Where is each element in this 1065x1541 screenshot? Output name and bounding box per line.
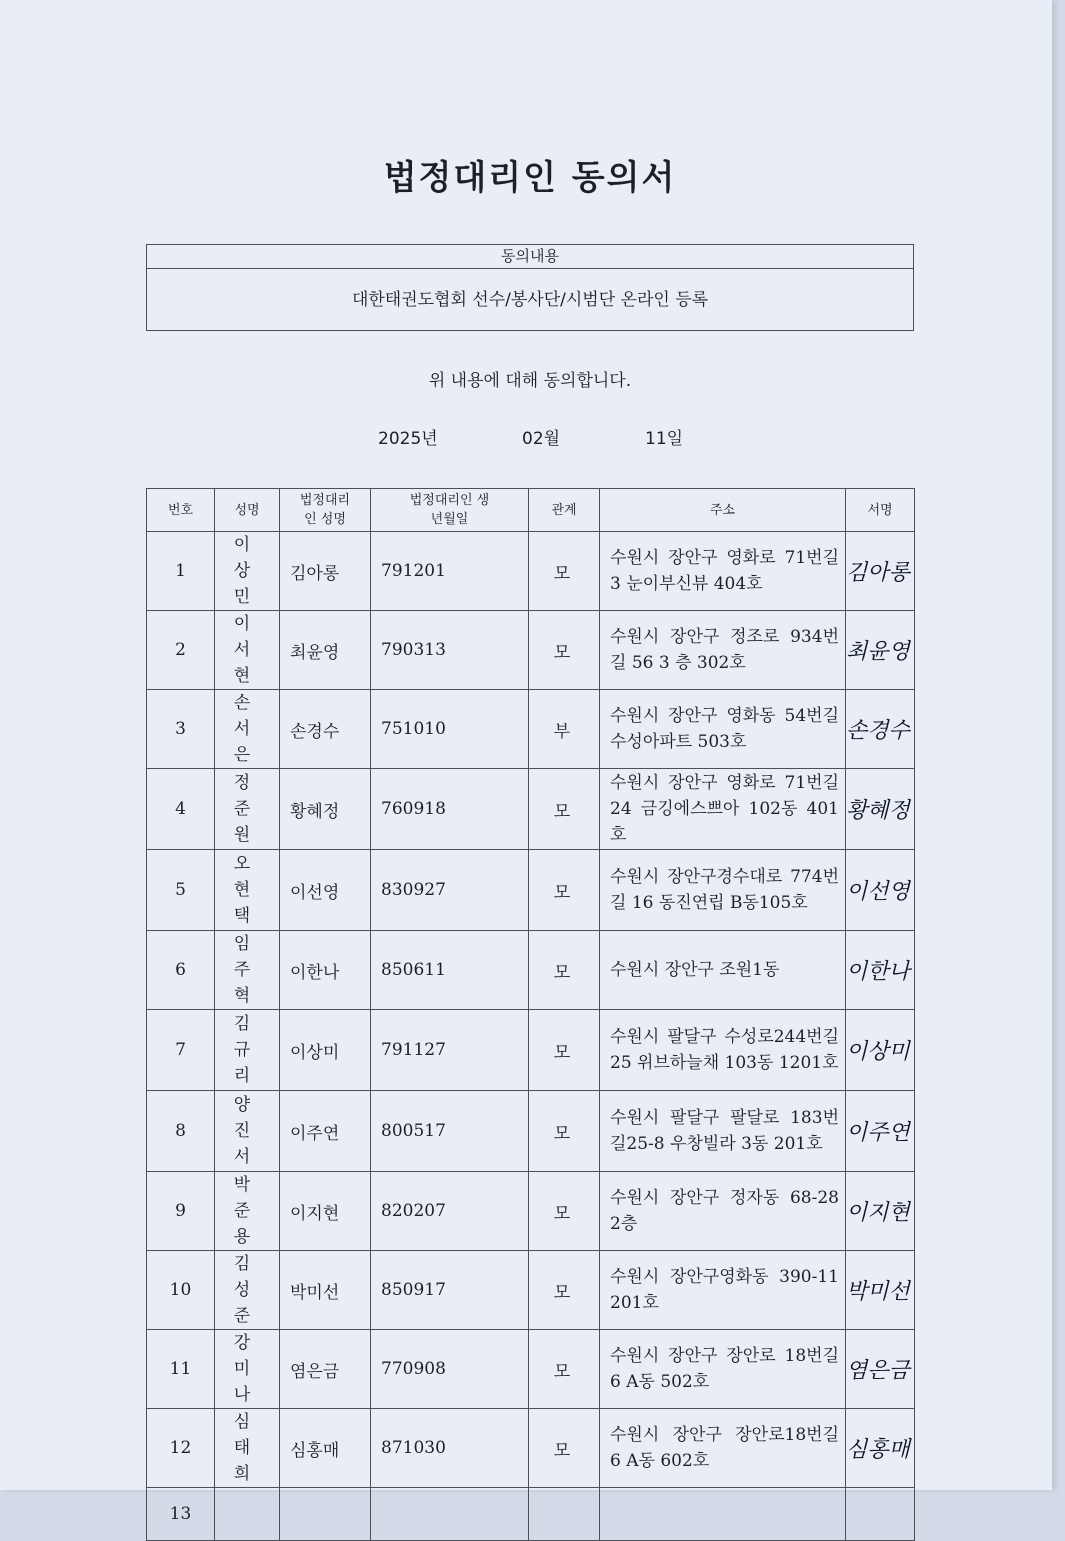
- row-relation: 모: [529, 611, 600, 690]
- row-guardian-birth: 791201: [371, 532, 529, 611]
- table-row: [147, 1172, 915, 1251]
- row-student-name: 박 준 용: [215, 1172, 280, 1251]
- row-student-name: 이 서 현: [215, 611, 280, 690]
- row-number: 12: [147, 1409, 215, 1488]
- row-relation: 모: [529, 1010, 600, 1091]
- row-guardian-birth: 790313: [371, 611, 529, 690]
- table-row: [147, 1251, 915, 1330]
- row-address: 수원시 장안구경수대로 774번길 16 동진연립 B동105호: [600, 850, 846, 931]
- table-row: [147, 850, 915, 931]
- row-relation: 모: [529, 1251, 600, 1330]
- handwritten-signature: 이한나: [846, 959, 910, 985]
- table-row: [147, 532, 915, 611]
- row-relation: 모: [529, 532, 600, 611]
- row-number: 7: [147, 1010, 215, 1091]
- row-address: 수원시 팔달구 팔달로 183번길25-8 우창빌라 3동 201호: [600, 1091, 846, 1172]
- row-number: 10: [147, 1251, 215, 1330]
- row-student-name: 양 진 서: [215, 1091, 280, 1172]
- row-student-name: 임 주 혁: [215, 931, 280, 1010]
- row-signature: [846, 1251, 915, 1330]
- header-signature: 서명: [846, 489, 915, 532]
- row-address: 수원시 장안구 장안로 18번길 6 A동 502호: [600, 1330, 846, 1409]
- row-signature: [846, 1330, 915, 1409]
- row-number: 9: [147, 1172, 215, 1251]
- row-student-name: 손 서 은: [215, 690, 280, 769]
- header-number: 번호: [147, 489, 215, 532]
- row-guardian-name: 이주연: [280, 1091, 371, 1172]
- handwritten-signature: 황혜정: [846, 798, 910, 824]
- row-signature: [846, 1488, 915, 1541]
- table-row: [147, 931, 915, 1010]
- row-relation: 부: [529, 690, 600, 769]
- consent-content: 대한태권도협회 선수/봉사단/시범단 온라인 등록: [351, 290, 709, 310]
- row-guardian-name: 박미선: [280, 1251, 371, 1330]
- row-guardian-name: 염은금: [280, 1330, 371, 1409]
- row-guardian-birth: 871030: [371, 1409, 529, 1488]
- header-guardian-birth: 법정대리인 생년월일: [371, 489, 529, 532]
- date-day: 11일: [645, 429, 684, 449]
- handwritten-signature: 손경수: [846, 718, 910, 744]
- row-address: [600, 1488, 846, 1541]
- document-title: 법정대리인 동의서: [383, 158, 677, 198]
- date-year: 2025년: [378, 429, 438, 449]
- header-relation: 관계: [529, 489, 600, 532]
- row-signature: [846, 1409, 915, 1488]
- header-address: 주소: [600, 489, 846, 532]
- row-signature: [846, 850, 915, 931]
- table-row: [147, 1010, 915, 1091]
- row-student-name: 심 태 희: [215, 1409, 280, 1488]
- row-student-name: 오 현 택: [215, 850, 280, 931]
- row-guardian-birth: [371, 1488, 529, 1541]
- row-address: 수원시 장안구영화동 390-11 201호: [600, 1251, 846, 1330]
- row-address: 수원시 장안구 조원1동: [600, 931, 846, 1010]
- row-guardian-name: 이선영: [280, 850, 371, 931]
- handwritten-signature: 이주연: [846, 1120, 910, 1146]
- row-address: 수원시 장안구 영화로 71번길 24 금깅에스쁘아 102동 401호: [600, 769, 846, 850]
- row-guardian-birth: 751010: [371, 690, 529, 769]
- row-student-name: 김 성 준: [215, 1251, 280, 1330]
- consent-header: 동의내용: [147, 245, 913, 269]
- row-guardian-name: 손경수: [280, 690, 371, 769]
- row-guardian-birth: 770908: [371, 1330, 529, 1409]
- table-row: [147, 611, 915, 690]
- table-row: [147, 1091, 915, 1172]
- table-row: [147, 1409, 915, 1488]
- row-guardian-birth: 850917: [371, 1251, 529, 1330]
- handwritten-signature: 이상미: [846, 1039, 910, 1065]
- row-number: 11: [147, 1330, 215, 1409]
- row-number: 8: [147, 1091, 215, 1172]
- row-number: 2: [147, 611, 215, 690]
- row-number: 3: [147, 690, 215, 769]
- row-guardian-birth: 820207: [371, 1172, 529, 1251]
- row-address: 수원시 팔달구 수성로244번길 25 위브하늘채 103동 1201호: [600, 1010, 846, 1091]
- row-signature: [846, 769, 915, 850]
- row-signature: [846, 1172, 915, 1251]
- row-signature: [846, 1010, 915, 1091]
- row-signature: [846, 1091, 915, 1172]
- handwritten-signature: 염은금: [846, 1358, 910, 1384]
- row-number: 1: [147, 532, 215, 611]
- handwritten-signature: 이지현: [846, 1200, 910, 1226]
- row-number: 4: [147, 769, 215, 850]
- row-relation: 모: [529, 1330, 600, 1409]
- handwritten-signature: 김아롱: [846, 560, 910, 586]
- row-signature: [846, 931, 915, 1010]
- row-guardian-name: 이지현: [280, 1172, 371, 1251]
- row-signature: [846, 690, 915, 769]
- row-student-name: [215, 1488, 280, 1541]
- agreement-text: 위 내용에 대해 동의합니다.: [428, 371, 632, 391]
- date-month: 02월: [522, 429, 561, 449]
- header-guardian-name: 법정대리인 성명: [280, 489, 371, 532]
- row-guardian-name: 김아롱: [280, 532, 371, 611]
- row-relation: 모: [529, 1409, 600, 1488]
- row-address: 수원시 장안구 영화로 71번길 3 눈이부신뷰 404호: [600, 532, 846, 611]
- row-guardian-name: 최윤영: [280, 611, 371, 690]
- row-student-name: 이 상 민: [215, 532, 280, 611]
- row-relation: 모: [529, 1172, 600, 1251]
- row-relation: 모: [529, 1091, 600, 1172]
- row-relation: 모: [529, 769, 600, 850]
- row-number: 5: [147, 850, 215, 931]
- row-guardian-birth: 760918: [371, 769, 529, 850]
- header-name: 성명: [215, 489, 280, 532]
- consent-box: [146, 244, 914, 331]
- row-address: 수원시 장안구 정자동 68-28 2층: [600, 1172, 846, 1251]
- row-address: 수원시 장안구 영화동 54번길 수성아파트 503호: [600, 690, 846, 769]
- handwritten-signature: 최윤영: [846, 639, 910, 665]
- row-guardian-name: [280, 1488, 371, 1541]
- row-relation: 모: [529, 850, 600, 931]
- row-relation: 모: [529, 931, 600, 1010]
- row-guardian-birth: 791127: [371, 1010, 529, 1091]
- handwritten-signature: 이선영: [846, 879, 910, 905]
- row-guardian-birth: 830927: [371, 850, 529, 931]
- row-address: 수원시 장안구 정조로 934번길 56 3 층 302호: [600, 611, 846, 690]
- table-row: [147, 1488, 915, 1541]
- handwritten-signature: 심홍매: [846, 1437, 910, 1463]
- handwritten-signature: 박미선: [846, 1279, 910, 1305]
- row-guardian-name: 심홍매: [280, 1409, 371, 1488]
- row-guardian-name: 이한나: [280, 931, 371, 1010]
- row-number: 13: [147, 1488, 215, 1541]
- row-student-name: 김 규 리: [215, 1010, 280, 1091]
- row-signature: [846, 532, 915, 611]
- row-address: 수원시 장안구 장안로18번길 6 A동 602호: [600, 1409, 846, 1488]
- row-guardian-name: 이상미: [280, 1010, 371, 1091]
- table-row: [147, 1330, 915, 1409]
- guardian-table: [146, 488, 915, 1541]
- row-guardian-birth: 800517: [371, 1091, 529, 1172]
- table-row: [147, 690, 915, 769]
- row-guardian-name: 황혜정: [280, 769, 371, 850]
- table-row: [147, 769, 915, 850]
- row-relation: [529, 1488, 600, 1541]
- table-header-row: [147, 489, 915, 532]
- row-student-name: 정 준 원: [215, 769, 280, 850]
- row-number: 6: [147, 931, 215, 1010]
- row-guardian-birth: 850611: [371, 931, 529, 1010]
- row-student-name: 강 미 나: [215, 1330, 280, 1409]
- row-signature: [846, 611, 915, 690]
